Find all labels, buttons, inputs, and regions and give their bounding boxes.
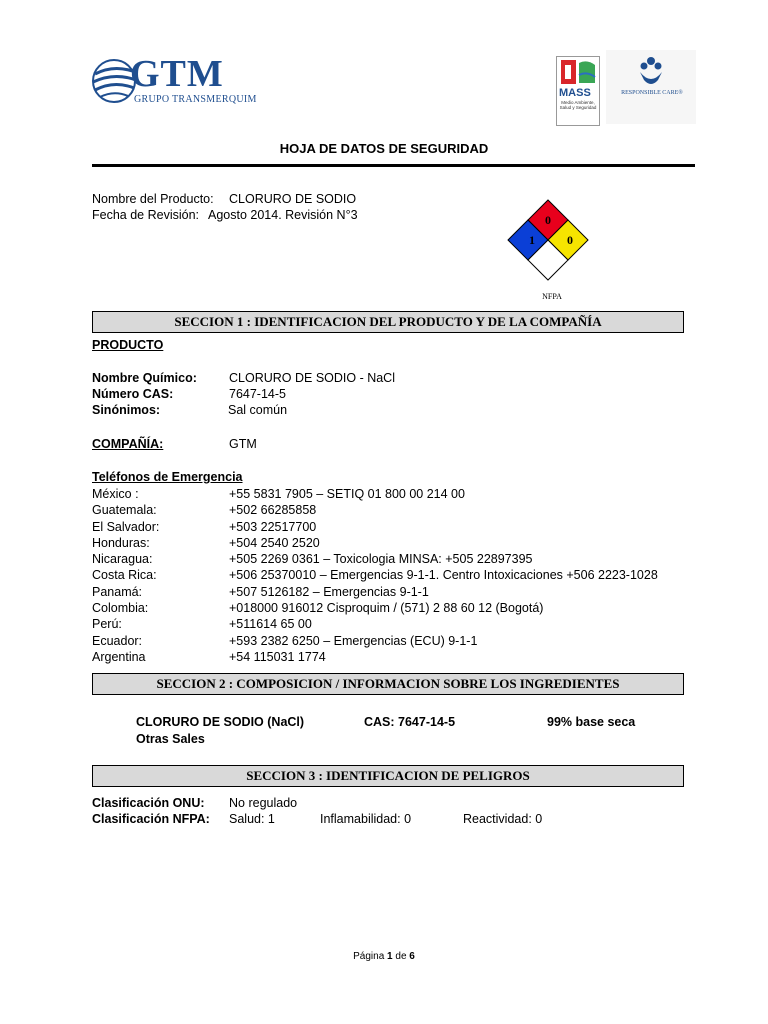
phone-country: Colombia: <box>92 601 149 616</box>
phone-country: Ecuador: <box>92 633 143 648</box>
mass-logo-text: MASS <box>559 87 591 99</box>
company-label: COMPAÑÍA: <box>92 437 164 451</box>
phone-row <box>92 600 692 616</box>
phone-country: El Salvador: <box>92 519 160 534</box>
gtm-logo-wordmark: GTM <box>130 53 224 95</box>
title-divider <box>92 164 695 167</box>
chemical-name-label: Nombre Químico: <box>92 371 197 385</box>
phone-row <box>92 502 692 518</box>
phone-country: México : <box>92 487 139 501</box>
nfpa-flammability-rating: Inflamabilidad: 0 <box>320 812 412 826</box>
revision-date-value: Agosto 2014. Revisión N°3 <box>208 208 358 222</box>
revision-date-label: Fecha de Revisión: <box>92 208 200 222</box>
cas-label: Número CAS: <box>92 387 174 401</box>
phone-row <box>92 616 692 632</box>
section-1-header: SECCION 1 : IDENTIFICACION DEL PRODUCTO Y DE LA COMPAÑÍA <box>92 311 684 333</box>
nfpa-reactivity-rating: Reactividad: 0 <box>463 812 543 826</box>
ingredient-percent: 99% base seca <box>547 715 636 729</box>
phone-country: Nicaragua: <box>92 552 153 567</box>
phone-country: Argentina <box>92 649 146 664</box>
mass-emblem-icon <box>557 57 599 87</box>
product-heading: PRODUCTO <box>92 338 164 352</box>
other-ingredients: Otras Sales <box>136 732 205 746</box>
phone-number: +506 25370010 – Emergencias 9-1-1. Centro Intoxicaciones +506 2223-1028 <box>229 568 658 583</box>
phone-row <box>92 519 692 535</box>
phone-number: +593 2382 6250 – Emergencias (ECU) 9-1-1 <box>229 633 478 648</box>
nfpa-flammability-value: 0 <box>545 213 551 227</box>
phone-country: Honduras: <box>92 535 150 550</box>
nfpa-label: NFPA <box>542 292 562 301</box>
product-name-label: Nombre del Producto: <box>92 192 214 206</box>
phone-country: Panamá: <box>92 584 143 599</box>
page-word: Página <box>353 951 385 962</box>
company-value: GTM <box>229 437 257 451</box>
emergency-phones-list <box>92 486 692 665</box>
phone-number: +504 2540 2520 <box>229 535 320 550</box>
nfpa-reactivity-value: 0 <box>567 233 573 247</box>
page-total: 6 <box>409 951 415 962</box>
phone-row <box>92 584 692 600</box>
phone-number: +507 5126182 – Emergencias 9-1-1 <box>229 584 429 599</box>
emergency-phones-heading: Teléfonos de Emergencia <box>92 470 243 484</box>
product-name-value: CLORURO DE SODIO <box>229 192 357 206</box>
phone-number: +55 5831 7905 – SETIQ 01 800 00 214 00 <box>229 487 465 501</box>
document-title: HOJA DE DATOS DE SEGURIDAD <box>279 141 489 156</box>
onu-classification-value: No regulado <box>229 796 298 810</box>
phone-row <box>92 567 692 583</box>
phone-row <box>92 551 692 567</box>
phone-number: +54 115031 1774 <box>229 649 326 664</box>
ingredient-name: CLORURO DE SODIO (NaCl) <box>136 715 305 729</box>
synonyms-value: Sal común <box>228 403 288 417</box>
synonyms-label: Sinónimos: <box>92 403 161 417</box>
of-word: de <box>395 951 407 962</box>
section-3-header: SECCION 3 : IDENTIFICACION DE PELIGROS <box>92 765 684 787</box>
nfpa-diamond-icon <box>504 198 592 286</box>
responsible-care-text: RESPONSIBLE CARE® <box>621 90 683 96</box>
phone-number: +503 22517700 <box>229 519 317 534</box>
phone-number: +018000 916012 Cisproquim / (571) 2 88 60 12 (Bogotá) <box>229 601 544 616</box>
page-current: 1 <box>387 951 393 962</box>
gtm-logo-subtitle: GRUPO TRANSMERQUIM <box>134 94 257 105</box>
mass-logo-subtitle: Medio Ambiente, Salud y Seguridad <box>559 100 597 110</box>
phone-number: +505 2269 0361 – Toxicologia MINSA: +505 22897395 <box>229 552 533 567</box>
responsible-care-logo <box>606 50 696 124</box>
page-footer <box>0 951 768 963</box>
nfpa-health-rating: Salud: 1 <box>229 812 275 826</box>
nfpa-classification-label: Clasificación NFPA: <box>92 812 210 826</box>
section-2-header: SECCION 2 : COMPOSICION / INFORMACION SOBRE LOS INGREDIENTES <box>92 673 684 695</box>
phone-row <box>92 535 692 551</box>
phone-number: +502 66285858 <box>229 503 317 518</box>
onu-classification-label: Clasificación ONU: <box>92 796 205 810</box>
nfpa-diamond <box>504 198 592 286</box>
cas-value: 7647-14-5 <box>229 387 286 401</box>
responsible-care-hands-icon <box>606 50 696 90</box>
nfpa-health-value: 1 <box>529 233 535 247</box>
chemical-name-value: CLORURO DE SODIO - NaCl <box>229 371 395 385</box>
phone-country: Costa Rica: <box>92 568 157 583</box>
phone-row <box>92 486 692 502</box>
phone-row <box>92 633 692 649</box>
phone-row <box>92 649 692 665</box>
ingredient-cas: CAS: 7647-14-5 <box>364 715 456 729</box>
phone-country: Perú: <box>92 617 122 632</box>
phone-country: Guatemala: <box>92 503 157 518</box>
phone-number: +511614 65 00 <box>229 617 312 632</box>
